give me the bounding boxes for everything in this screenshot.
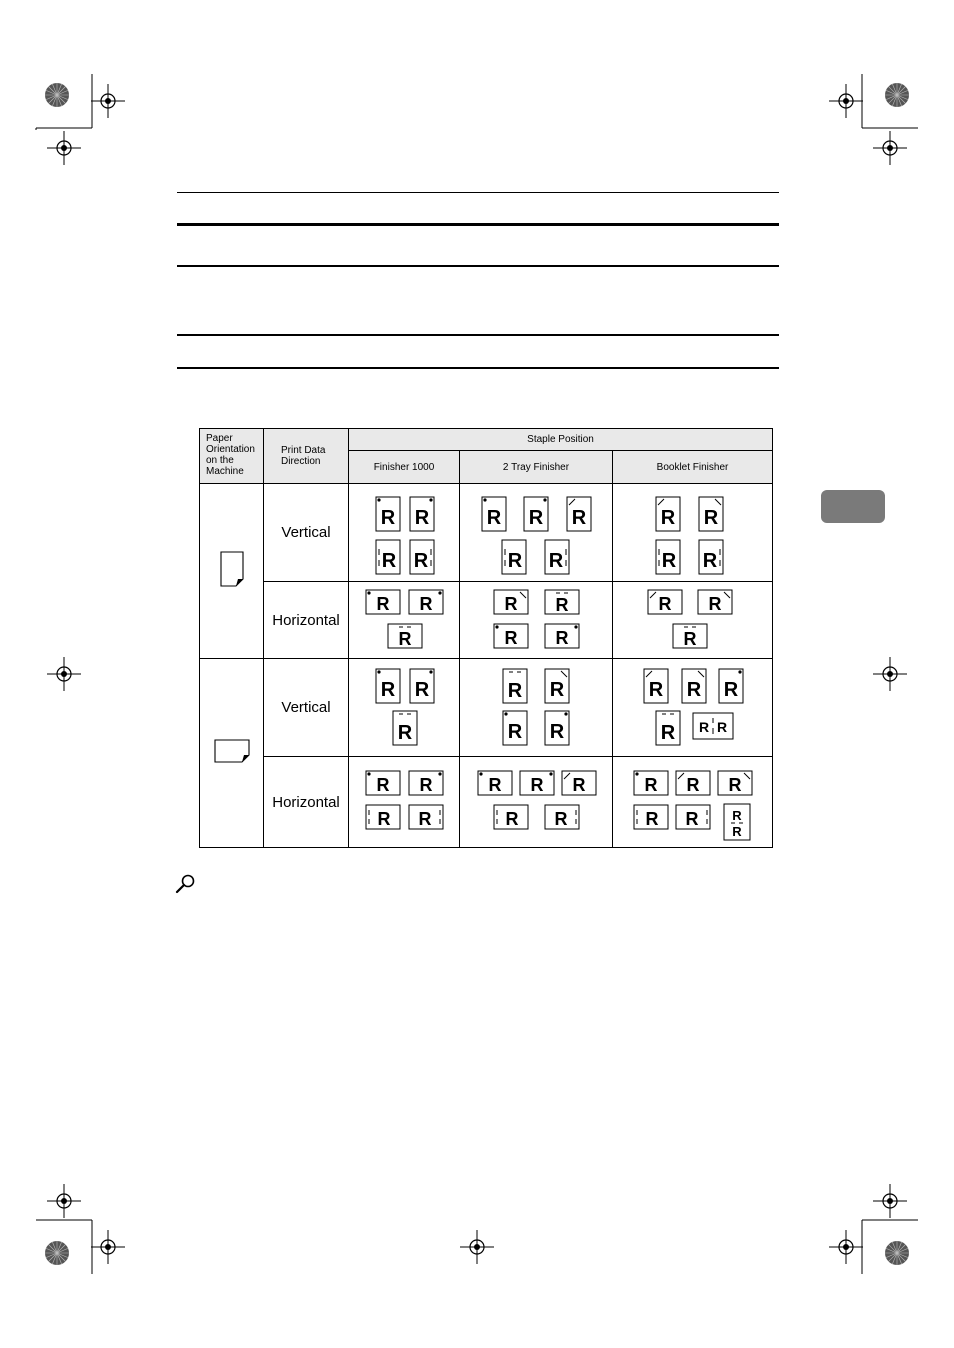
staple-cell-r3-booklet [613,659,773,757]
header-paper-orientation: Paper Orientation on the Machine [200,429,264,484]
subsection-rule-bottom [177,367,779,369]
paper-r-glyph [648,590,682,614]
staple-diagram [349,484,460,581]
paper-r-glyph [366,771,400,795]
paper-r-glyph [673,624,707,649]
paper-r-glyph [698,590,732,614]
svg-text:R: R [685,809,699,829]
staple-cell-r4-booklet [613,757,773,848]
svg-text:R: R [381,550,397,572]
svg-text:R: R [658,594,672,614]
svg-text:R: R [548,550,564,572]
svg-text:R: R [419,775,433,795]
staple-cell-r2-booklet [613,582,773,659]
svg-text:R: R [486,507,502,529]
svg-text:R: R [505,809,519,829]
staple-cell-r2-2-tray [460,582,613,659]
svg-text:R: R [708,594,722,614]
direction-label: Horizontal [264,582,349,659]
header-2-tray-finisher: 2 Tray Finisher [460,451,613,484]
paper-r-glyph [562,771,596,795]
paper-r-glyph [634,805,668,829]
staple-diagram [613,659,773,756]
paper-r-glyph [545,590,579,615]
paper-r-glyph [494,805,528,829]
svg-text:R: R [414,679,430,701]
paper-r-glyph [410,497,434,531]
magnifier-icon [175,873,197,895]
svg-text:R: R [660,507,676,529]
svg-text:R: R [528,507,544,529]
staple-diagram [460,484,613,581]
paper-r-glyph [376,497,400,531]
svg-text:R: R [686,775,700,795]
svg-text:R: R [414,507,430,529]
paper-r-glyph [676,805,710,829]
direction-label: Horizontal [264,757,349,848]
svg-text:R: R [398,629,412,649]
svg-text:R: R [660,722,676,744]
svg-text:R: R [732,808,742,823]
paper-r-glyph [494,624,528,648]
svg-text:R: R [698,719,710,735]
paper-r-glyph [656,540,680,574]
paper-r-glyph [410,669,434,703]
paper-r-glyph [699,497,723,531]
paper-r-glyph [494,590,528,614]
header-finisher-1000: Finisher 1000 [349,451,460,484]
paper-r-glyph [376,540,400,574]
paper-r-glyph [693,713,733,739]
section-rule-bottom [177,265,779,267]
header-booklet-finisher: Booklet Finisher [613,451,773,484]
staple-cell-r4-2-tray [460,757,613,848]
svg-text:R: R [549,721,565,743]
staple-cell-r1-finisher-1000 [349,484,460,582]
orientation-landscape [200,659,264,848]
paper-r-glyph [567,497,591,531]
paper-r-glyph [718,771,752,795]
header-staple-position: Staple Position [349,429,773,451]
staple-cell-r3-2-tray [460,659,613,757]
paper-r-glyph [545,711,569,745]
paper-r-glyph [724,804,750,840]
subsection-rule-top [177,334,779,336]
staple-diagram [460,582,613,658]
svg-text:R: R [507,721,523,743]
svg-text:R: R [648,679,664,701]
staple-diagram [613,757,773,847]
staple-cell-r1-booklet [613,484,773,582]
svg-text:R: R [703,507,719,529]
paper-r-glyph [376,669,400,703]
paper-r-glyph [634,771,668,795]
paper-r-glyph [503,669,527,703]
paper-r-glyph [393,711,417,745]
svg-text:R: R [504,628,518,648]
portrait-paper-icon [217,549,247,589]
header-rule-thin [177,192,779,193]
staple-position-table [199,428,773,848]
staple-cell-r3-finisher-1000 [349,659,460,757]
paper-r-glyph [699,540,723,574]
svg-text:R: R [530,775,544,795]
svg-text:R: R [507,550,523,572]
paper-r-glyph [719,669,743,703]
svg-text:R: R [419,594,433,614]
paper-r-glyph [410,540,434,574]
paper-r-glyph [545,669,569,703]
svg-text:R: R [554,809,568,829]
staple-diagram [613,484,773,581]
staple-diagram [613,582,773,658]
svg-text:R: R [549,679,565,701]
paper-r-glyph [644,669,668,703]
paper-r-glyph [545,624,579,648]
svg-text:R: R [376,775,390,795]
paper-r-glyph [656,497,680,531]
paper-r-glyph [478,771,512,795]
svg-text:R: R [380,679,396,701]
staple-diagram [460,757,613,847]
paper-r-glyph [366,590,400,614]
svg-text:R: R [571,507,587,529]
svg-text:R: R [732,824,742,839]
direction-label: Vertical [264,484,349,582]
paper-r-glyph [482,497,506,531]
paper-r-glyph [388,624,422,649]
svg-text:R: R [504,594,518,614]
svg-text:R: R [716,719,728,735]
svg-text:R: R [397,722,413,744]
staple-cell-r1-2-tray [460,484,613,582]
staple-diagram [349,757,460,847]
svg-text:R: R [413,550,429,572]
svg-text:R: R [488,775,502,795]
staple-diagram [349,582,460,658]
svg-text:R: R [555,595,569,615]
paper-r-glyph [503,711,527,745]
staple-diagram [460,659,613,756]
paper-r-glyph [366,805,400,829]
svg-text:R: R [661,550,677,572]
chapter-tab-marker [821,490,885,523]
svg-text:R: R [702,550,718,572]
paper-r-glyph [502,540,526,574]
paper-r-glyph [656,711,680,745]
svg-text:R: R [572,775,586,795]
svg-text:R: R [380,507,396,529]
landscape-paper-icon [212,736,252,766]
svg-text:R: R [644,775,658,795]
svg-text:R: R [686,679,702,701]
direction-label: Vertical [264,659,349,757]
paper-r-glyph [409,590,443,614]
paper-r-glyph [524,497,548,531]
svg-text:R: R [377,809,391,829]
paper-r-glyph [409,771,443,795]
paper-r-glyph [682,669,706,703]
paper-r-glyph [545,540,569,574]
svg-text:R: R [645,809,659,829]
staple-cell-r4-finisher-1000 [349,757,460,848]
paper-r-glyph [520,771,554,795]
svg-text:R: R [683,629,697,649]
header-print-data-direction: Print Data Direction [264,429,349,484]
svg-text:R: R [418,809,432,829]
svg-text:R: R [728,775,742,795]
paper-r-glyph [545,805,579,829]
staple-cell-r2-finisher-1000 [349,582,460,659]
orientation-portrait [200,484,264,659]
paper-r-glyph [676,771,710,795]
svg-text:R: R [507,680,523,702]
paper-r-glyph [409,805,443,829]
staple-diagram [349,659,460,756]
svg-text:R: R [723,679,739,701]
svg-text:R: R [376,594,390,614]
section-rule-top [177,223,779,226]
svg-text:R: R [555,628,569,648]
